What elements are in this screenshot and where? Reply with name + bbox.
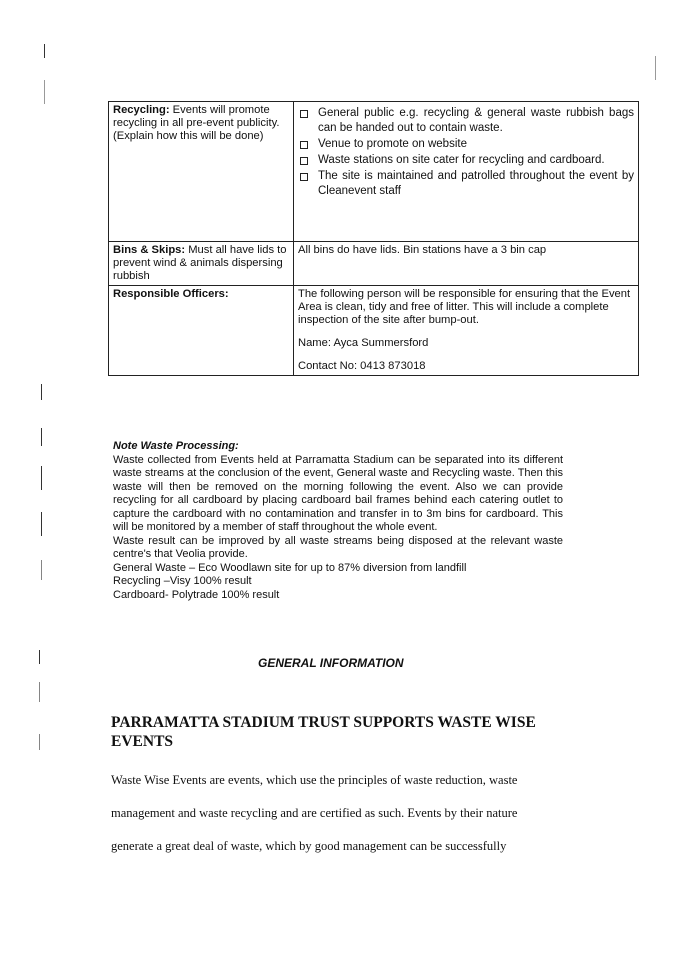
body-line: Waste Wise Events are events, which use the principles of waste reduction, waste xyxy=(111,773,518,787)
waste-processing-note xyxy=(113,440,563,602)
officer-contact: Contact No: 0413 873018 xyxy=(298,360,426,372)
checkbox-bullet-icon xyxy=(300,173,308,181)
note-title: Note Waste Processing: xyxy=(113,440,239,452)
checkbox-bullet-icon xyxy=(300,141,308,149)
body-line: management and waste recycling and are certified as such. Events by their nature xyxy=(111,806,518,820)
bins-label-text: Must all have lids to prevent wind & animals dispersing rubbish xyxy=(113,244,287,282)
officers-value xyxy=(294,286,639,376)
general-information-heading: GENERAL INFORMATION xyxy=(258,656,404,670)
bins-row xyxy=(109,242,639,286)
checkbox-bullet-icon xyxy=(300,110,308,118)
body-line: generate a great deal of waste, which by good management can be successfully xyxy=(111,839,507,853)
officers-row xyxy=(109,286,639,376)
checkbox-bullet-icon xyxy=(300,157,308,165)
note-line-cardboard: Cardboard- Polytrade 100% result xyxy=(113,588,280,601)
section-body xyxy=(111,764,551,863)
note-line-recycling: Recycling –Visy 100% result xyxy=(113,575,252,587)
list-item: General public e.g. recycling & general waste rubbish bags can be handed out to contain waste. xyxy=(318,106,634,136)
recycling-row xyxy=(109,102,639,242)
bins-label-bold: Bins & Skips: xyxy=(113,244,186,256)
recycling-bullet-list xyxy=(298,106,634,199)
waste-management-table xyxy=(108,101,639,376)
note-paragraph-1: Waste collected from Events held at Parramatta Stadium can be separated into its different waste streams at the conclusion of the event, General waste and Recycling waste. Then this waste will then be removed on the morning following the event. Also we can provide recycling for all cardboard by placing cardboard bail frames behind each catering outlet to capture the cardboard with no contamination and transfer in to 3m bins for cardboard. This will be monitored by a member of staff throughout the whole event. xyxy=(113,453,563,533)
bins-label xyxy=(109,242,294,286)
officer-name: Name: Ayca Summersford xyxy=(298,337,429,349)
note-paragraph-2: Waste result can be improved by all waste streams being disposed at the relevant waste centre's that Veolia provide. xyxy=(113,534,563,560)
recycling-label-text: Events will promote recycling in all pre-event publicity. (Explain how this will be done) xyxy=(113,104,280,142)
officers-paragraph: The following person will be responsible for ensuring that the Event Area is clean, tidy and free of litter. This will include a complete inspection of the site after bump-out. xyxy=(298,288,631,326)
section-heading: PARRAMATTA STADIUM TRUST SUPPORTS WASTE WISE EVENTS xyxy=(111,714,536,750)
note-line-general-waste: General Waste – Eco Woodlawn site for up to 87% diversion from landfill xyxy=(113,561,467,574)
list-item: Waste stations on site cater for recycling and cardboard. xyxy=(318,153,634,168)
list-item: Venue to promote on website xyxy=(318,137,634,152)
officers-label xyxy=(109,286,294,376)
officers-label-bold: Responsible Officers: xyxy=(113,288,229,300)
bins-value: All bins do have lids. Bin stations have a 3 bin cap xyxy=(294,242,639,286)
list-item: The site is maintained and patrolled throughout the event by Cleanevent staff xyxy=(318,169,634,199)
recycling-label-bold: Recycling: xyxy=(113,104,170,116)
recycling-label xyxy=(109,102,294,242)
recycling-value xyxy=(294,102,639,242)
